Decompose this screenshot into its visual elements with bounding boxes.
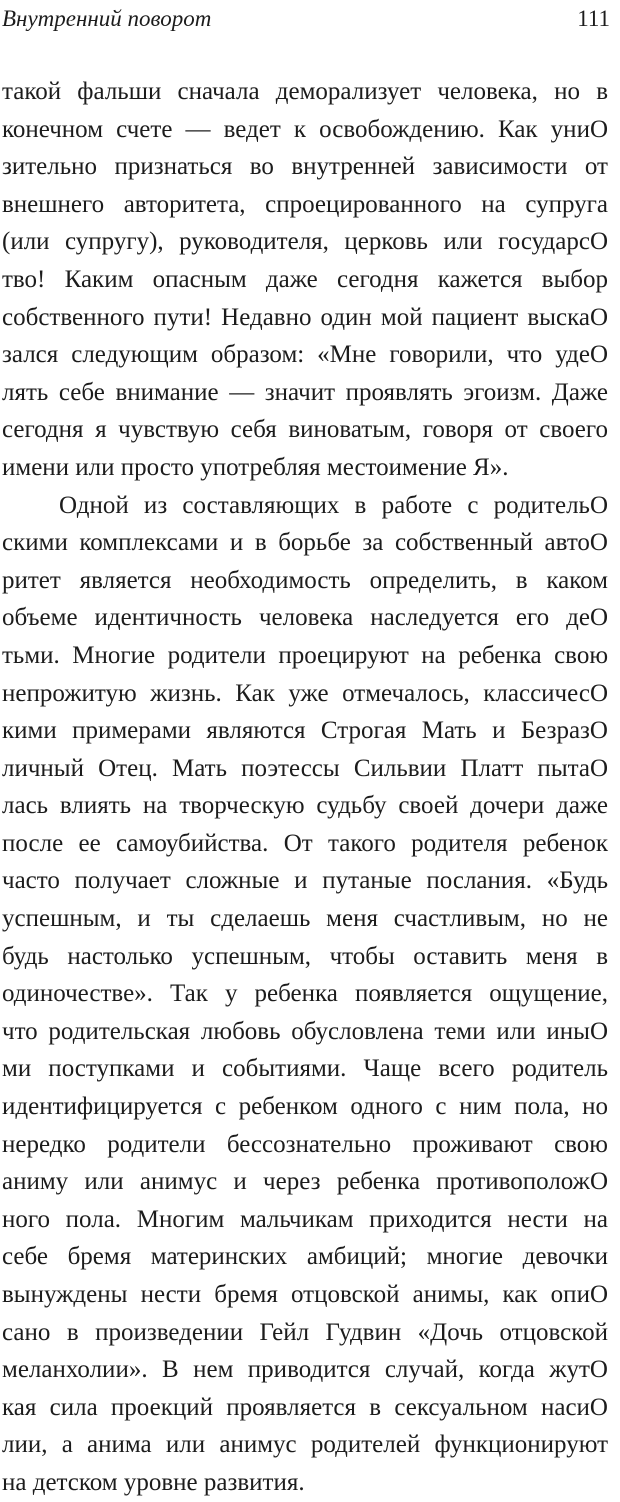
- text-line: зался следующим образом: «Мне говорили, что удеО: [2, 341, 608, 369]
- text-line: внешнего авторитета, спроецированного на супруга: [2, 190, 608, 218]
- text-line: будь настолько успешным, чтобы оставить меня в: [2, 942, 608, 970]
- text-line: объеме идентичность человека наследуется его деО: [2, 604, 608, 632]
- text-line: тво! Каким опасным даже сегодня кажется выбор: [2, 265, 608, 293]
- text-line: сегодня я чувствую себя виноватым, говоря от своего: [2, 416, 608, 444]
- text-line: нередко родители бессознательно проживают свою: [2, 1130, 608, 1158]
- text-line: скими комплексами и в борьбе за собственный автоО: [2, 529, 608, 557]
- text-line: лась влиять на творческую судьбу своей дочери даже: [2, 792, 608, 820]
- text-line: лять себе внимание — значит проявлять эгоизм. Даже: [2, 378, 608, 406]
- page-header: [0, 4, 610, 34]
- text-line: конечном счете — ведет к освобождению. Как униО: [2, 115, 608, 143]
- text-line: аниму или анимус и через ребенка противоположО: [2, 1168, 608, 1196]
- body-text: [2, 73, 608, 1502]
- text-line: такой фальши сначала деморализует человека, но в: [2, 78, 608, 105]
- text-line: (или супругу), руководителя, церковь или государсО: [2, 228, 608, 256]
- paragraph-last-line: имени или просто употребляя местоимение Я».: [2, 453, 509, 481]
- text-line: одиночестве». Так у ребенка появляется ощущение,: [2, 980, 608, 1008]
- text-line: вынуждены нести бремя отцовской анимы, как опиО: [2, 1281, 608, 1308]
- text-line: ритет является необходимость определить, в каком: [2, 566, 608, 594]
- text-line: сано в произведении Гейл Гудвин «Дочь отцовской: [2, 1318, 608, 1346]
- text-line: ного пола. Многим мальчикам приходится нести на: [2, 1205, 608, 1233]
- text-line: тьми. Многие родители проецируют на ребенка свою: [2, 641, 608, 669]
- text-line: кими примерами являются Строгая Мать и БезразО: [2, 717, 608, 745]
- text-line: часто получает сложные и путаные послания. «Будь: [2, 867, 608, 895]
- text-line: ми поступками и событиями. Чаще всего родитель: [2, 1055, 608, 1083]
- running-title: Внутренний поворот: [2, 6, 212, 31]
- page-number: 111: [577, 6, 610, 31]
- text-line: успешным, и ты сделаешь меня счастливым, но не: [2, 905, 608, 933]
- text-line: меланхолии». В нем приводится случай, когда жутО: [2, 1356, 608, 1384]
- paragraph-first-line: Одной из составляющих в работе с родительО: [59, 491, 608, 519]
- paragraph-last-line: на детском уровне развития.: [2, 1468, 305, 1496]
- text-line: себе бремя материнских амбиций; многие девочки: [2, 1243, 608, 1271]
- text-line: личный Отец. Мать поэтессы Сильвии Платт пытаО: [2, 754, 608, 782]
- text-line: кая сила проекций проявляется в сексуальном насиО: [2, 1393, 608, 1421]
- text-line: зительно признаться во внутренней зависимости от: [2, 153, 608, 181]
- text-line: собственного пути! Недавно один мой пациент выскаО: [2, 303, 608, 331]
- text-line: лии, а анима или анимус родителей функционируют: [2, 1431, 608, 1459]
- text-line: после ее самоубийства. От такого родителя ребенок: [2, 829, 608, 857]
- text-line: что родительская любовь обусловлена теми или иныО: [2, 1017, 608, 1045]
- text-line: непрожитую жизнь. Как уже отмечалось, классичесО: [2, 679, 608, 707]
- text-line: идентифицируется с ребенком одного с ним пола, но: [2, 1093, 608, 1121]
